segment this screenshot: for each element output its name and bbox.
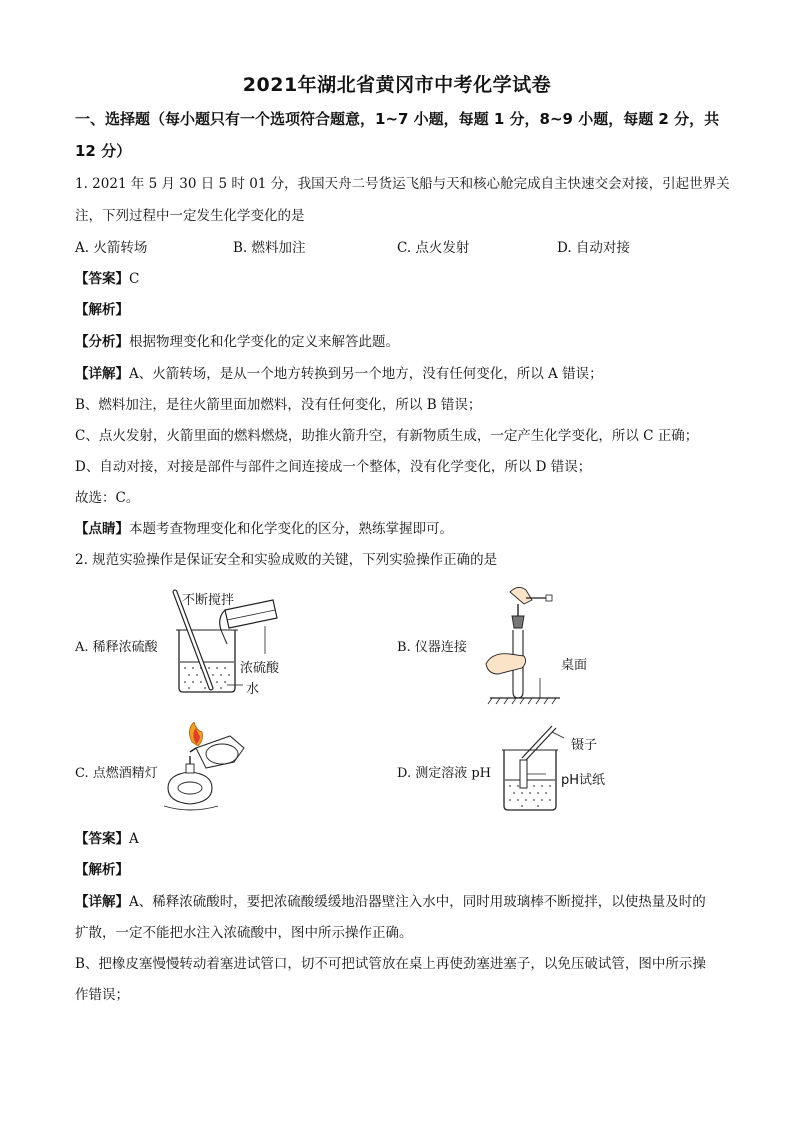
q1-fenxi: 【分析】根据物理变化和化学变化的定义来解答此题。	[75, 334, 399, 350]
section-heading-line1: 一、选择题（每小题只有一个选项符合题意，1~7 小题，每题 1 分，8~9 小题，每题 2 分，共	[75, 110, 720, 128]
answer-value: C	[129, 271, 140, 287]
q1-detail-a: 【详解】A、火箭转场，是从一个地方转换到另一个地方，没有任何变化，所以 A 错误；	[75, 366, 603, 382]
q1-detail-c: C、点火发射，火箭里面的燃料燃烧，助推火箭升空，有新物质生成，一定产生化学变化，所以 C 正确；	[75, 428, 699, 444]
q2-option-a: A. 稀释浓硫酸	[75, 640, 158, 655]
q1-stem-line1: 1. 2021 年 5 月 30 日 5 时 01 分，我国天舟二号货运飞船与天和核心舱完成自主快速交会对接，引起世界关	[75, 176, 730, 192]
q2-detail-a-line1: 【详解】A、稀释浓硫酸时，要把浓硫酸缓缓地沿器壁注入水中，同时用玻璃棒不断搅拌，以使热量及时的	[75, 894, 706, 910]
q1-option-d: D. 自动对接	[557, 240, 630, 256]
label-desk: 桌面	[561, 658, 588, 673]
label-water: 水	[246, 682, 260, 697]
test-tube-pressing-icon	[478, 582, 568, 707]
section-heading-line2: 12 分）	[75, 142, 132, 160]
label-tweezers: 镊子	[571, 738, 598, 753]
q2-detail-b-line2: 作错误；	[75, 987, 129, 1003]
q1-detail-d: D、自动对接，对接是部件与部件之间连接成一个整体，没有化学变化，所以 D 错误；	[75, 459, 592, 475]
q2-answer: 【答案】A	[75, 831, 139, 847]
answer-tag: 【答案】	[75, 271, 129, 287]
q2-stem: 2. 规范实验操作是保证安全和实验成败的关键，下列实验操作正确的是	[75, 552, 498, 568]
q1-stem-line2: 注，下列过程中一定发生化学变化的是	[75, 208, 305, 224]
q2-detail-a-line2: 扩散，一定不能把水注入浓硫酸中，图中所示操作正确。	[75, 925, 413, 941]
q1-dianjing: 【点睛】本题考查物理变化和化学变化的区分，熟练掌握即可。	[75, 521, 453, 537]
q1-answer	[75, 267, 725, 287]
label-conc-acid: 浓硫酸	[240, 661, 280, 676]
q2-analysis-tag: 【解析】	[75, 862, 129, 878]
q2-option-c: C. 点燃酒精灯	[75, 766, 158, 781]
q1-analysis-tag: 【解析】	[75, 302, 129, 318]
label-ph-paper: pH试纸	[561, 773, 606, 788]
q2-option-b: B. 仪器连接	[397, 640, 467, 655]
q1-detail-b: B、燃料加注，是往火箭里面加燃料，没有任何变化，所以 B 错误；	[75, 397, 482, 413]
q2-option-d: D. 测定溶液 pH	[397, 766, 492, 781]
alcohol-lamp-icon	[160, 722, 255, 814]
q2-detail-b-line1: B、把橡皮塞慢慢转动着塞进试管口，切不可把试管放在桌上再使劲塞进塞子，以免压破试管，图中所示操	[75, 956, 706, 972]
q1-option-a: A. 火箭转场	[75, 240, 148, 256]
label-stir: 不断搅拌	[182, 593, 235, 608]
figure-light-lamp	[160, 722, 255, 814]
q1-option-b: B. 燃料加注	[233, 240, 306, 256]
q1-choose: 故选：C。	[75, 490, 140, 506]
q1-option-c: C. 点火发射	[397, 240, 470, 256]
page-title: 2021年湖北省黄冈市中考化学试卷	[242, 74, 552, 96]
figure-connect-instruments	[478, 582, 568, 707]
